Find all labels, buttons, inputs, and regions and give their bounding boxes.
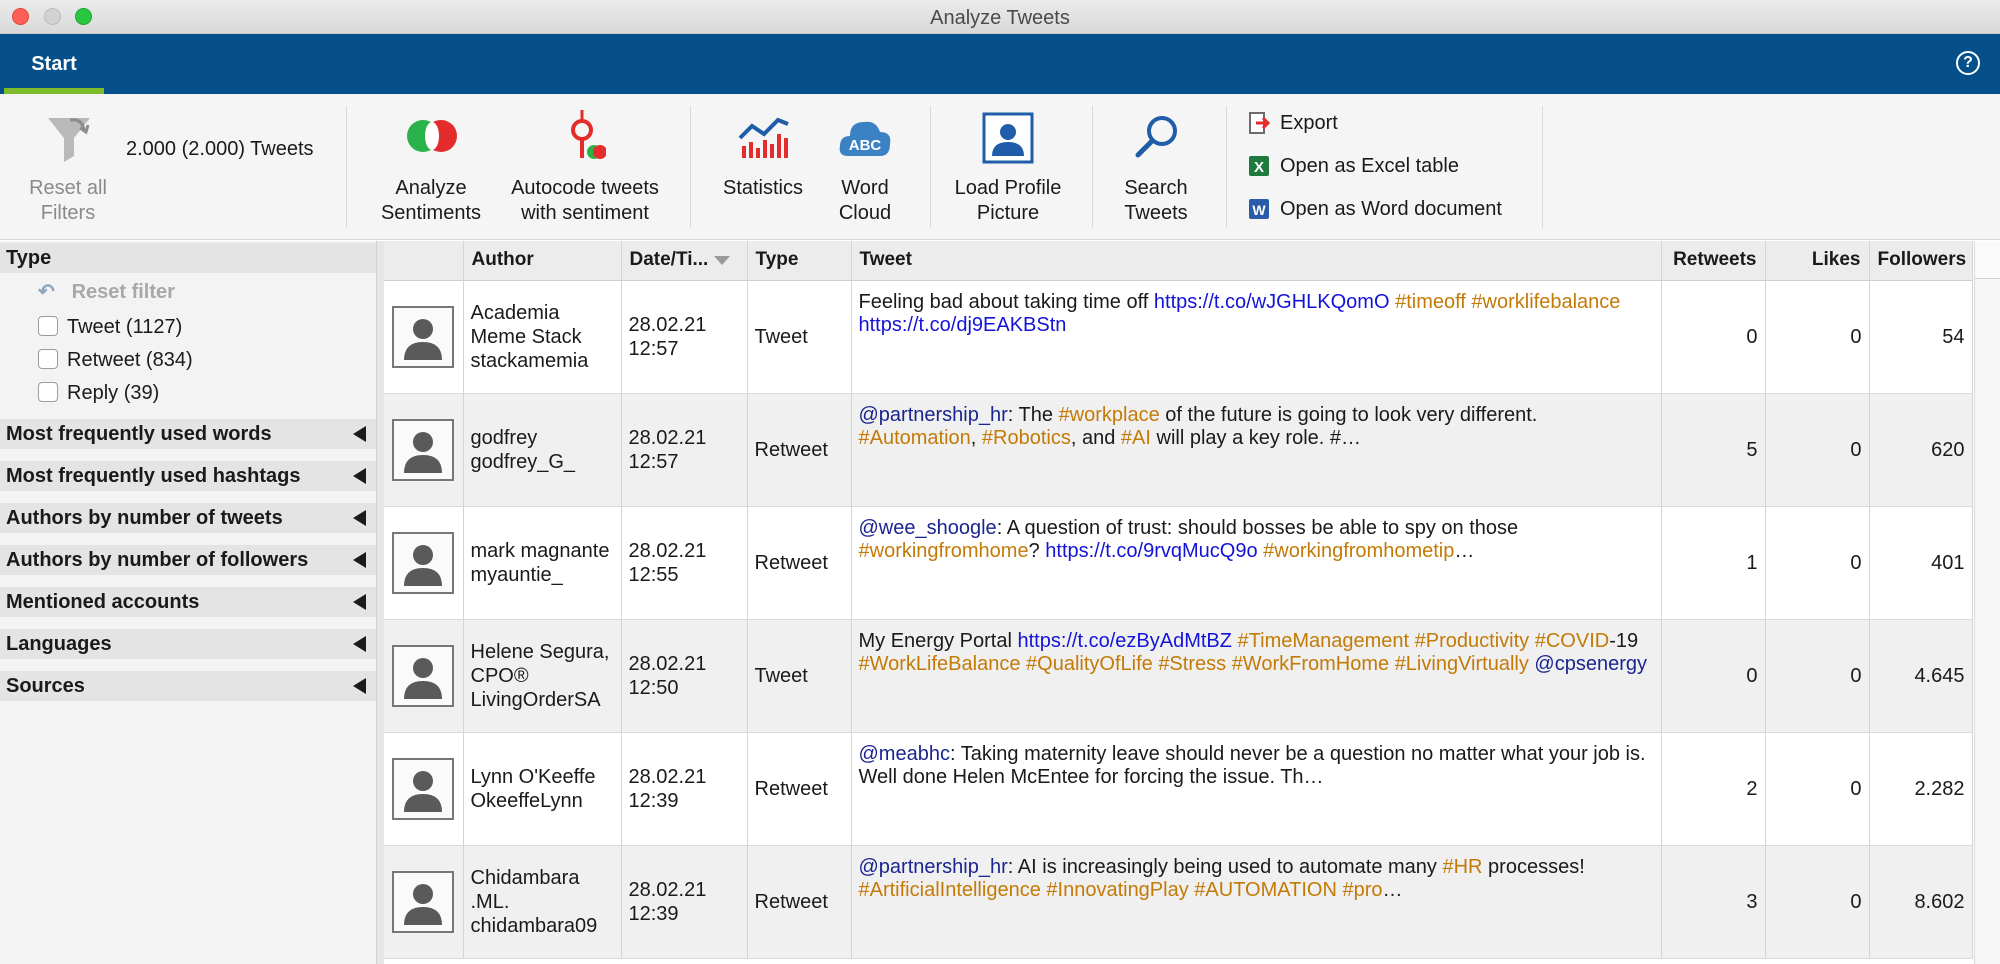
- expand-triangle-icon[interactable]: [353, 636, 366, 652]
- date-value: 28.02.21: [628, 765, 707, 788]
- column-header-author[interactable]: [463, 241, 621, 280]
- type-option-reply[interactable]: [38, 381, 298, 405]
- avatar-cell: [384, 280, 463, 393]
- checkbox[interactable]: [38, 349, 58, 369]
- column-header-label: Author: [471, 249, 534, 271]
- author-line: Academia: [470, 301, 560, 324]
- tweet-hashtag[interactable]: #HR: [1442, 855, 1483, 878]
- type-option-label: Retweet (834): [67, 349, 193, 371]
- load-profile-picture-button[interactable]: [940, 94, 1076, 240]
- column-header-followers[interactable]: [1869, 241, 1972, 280]
- word-icon-text: W: [1252, 202, 1266, 218]
- author-line: stackamemia: [470, 349, 589, 372]
- date-cell: [621, 845, 747, 958]
- author-line: Helene Segura,: [470, 640, 610, 663]
- retweets-cell: 0: [1661, 280, 1765, 393]
- tweet-text: …: [1382, 878, 1403, 901]
- search-tweets-label-1: Search: [1124, 177, 1188, 199]
- toolbar: [0, 94, 2000, 240]
- author-cell: [463, 619, 621, 732]
- profile-picture-icon: [982, 112, 1034, 164]
- author-line: godfrey: [470, 426, 538, 449]
- type-filter-heading[interactable]: Type: [0, 243, 376, 273]
- tweet-text: ,: [970, 426, 982, 449]
- filter-panel: [0, 241, 382, 964]
- tweet-text: will play a key role. #…: [1150, 426, 1362, 449]
- default-profile-icon: [394, 873, 452, 931]
- type-cell: Retweet: [747, 506, 851, 619]
- analyze-sentiments-label-1: Analyze: [395, 177, 467, 199]
- column-header-label: Tweet: [859, 249, 912, 271]
- followers-cell: 8.602: [1869, 845, 1972, 958]
- word-cloud-label-1: Word: [841, 177, 889, 199]
- default-profile-icon: [394, 308, 452, 366]
- default-profile-icon: [394, 647, 452, 705]
- tweet-cell: [851, 393, 1661, 506]
- open-word-label: Open as Word document: [1280, 198, 1502, 220]
- followers-cell: 620: [1869, 393, 1972, 506]
- type-option-retweet[interactable]: [38, 348, 298, 372]
- toolbar-separator: [346, 106, 347, 228]
- word-icon: [1248, 197, 1270, 221]
- panel-splitter[interactable]: [376, 241, 384, 964]
- date-cell: [621, 506, 747, 619]
- table-header-row: [384, 241, 1972, 280]
- tweet-text: ?: [1028, 539, 1046, 562]
- reset-filter-button[interactable]: [38, 279, 175, 304]
- author-cell: [463, 280, 621, 393]
- tweet-hashtag[interactable]: #workplace: [1058, 403, 1160, 426]
- retweets-cell: 5: [1661, 393, 1765, 506]
- followers-cell: 54: [1869, 280, 1972, 393]
- author-line: .ML.: [470, 890, 510, 913]
- tweet-hashtag[interactable]: #QualityOfLife: [1026, 652, 1153, 675]
- section-label: Authors by number of followers: [6, 549, 309, 571]
- author-cell: [463, 732, 621, 845]
- likes-cell: 0: [1765, 732, 1869, 845]
- window-title: Analyze Tweets: [930, 7, 1070, 29]
- sort-descending-icon[interactable]: [714, 256, 730, 265]
- table-row[interactable]: [384, 845, 1972, 958]
- checkbox[interactable]: [38, 382, 58, 402]
- word-cloud-button[interactable]: [820, 94, 910, 240]
- open-word-button[interactable]: [1248, 194, 1538, 224]
- tweets-count: 2.000 (2.000) Tweets: [126, 138, 314, 160]
- likes-cell: 0: [1765, 280, 1869, 393]
- load-profile-label-1: Load Profile: [954, 177, 1062, 199]
- date-cell: [621, 732, 747, 845]
- column-header-likes[interactable]: [1765, 241, 1869, 280]
- statistics-chart-icon: [738, 116, 790, 160]
- statistics-button[interactable]: [712, 94, 814, 240]
- expand-triangle-icon[interactable]: [353, 594, 366, 610]
- avatar[interactable]: [392, 645, 454, 707]
- type-option-tweet[interactable]: [38, 315, 298, 339]
- tweet-text: Feeling bad about taking time off: [858, 290, 1154, 313]
- time-value: 12:55: [628, 563, 679, 586]
- tweet-hashtag[interactable]: #pro: [1342, 878, 1383, 901]
- date-cell: [621, 393, 747, 506]
- tweet-hashtag[interactable]: #workingfromhome: [858, 539, 1029, 562]
- section-label: Mentioned accounts: [6, 591, 200, 613]
- time-value: 12:39: [628, 789, 679, 812]
- export-icon: [1248, 111, 1270, 135]
- tweet-mention[interactable]: @partnership_hr: [858, 403, 1008, 426]
- expand-triangle-icon[interactable]: [353, 468, 366, 484]
- section-label: Languages: [6, 633, 112, 655]
- author-line: Chidambara: [470, 866, 580, 889]
- retweets-cell: 0: [1661, 619, 1765, 732]
- export-button[interactable]: [1248, 108, 1388, 138]
- tweet-text: …: [1454, 539, 1475, 562]
- tweet-text: : AI is increasingly being used to automate many: [1007, 855, 1443, 878]
- avatar-cell: [384, 619, 463, 732]
- author-line: Lynn O'Keeffe: [470, 765, 596, 788]
- search-tweets-label-2: Tweets: [1124, 202, 1188, 224]
- author-line: LivingOrderSA: [470, 688, 601, 711]
- toolbar-separator: [1226, 106, 1227, 228]
- tweet-hashtag[interactable]: #timeoff: [1395, 290, 1466, 313]
- section-mentioned-accounts[interactable]: [0, 587, 376, 617]
- avatar-cell: [384, 845, 463, 958]
- default-profile-icon: [394, 534, 452, 592]
- scrollbar-thumb[interactable]: [1975, 241, 2000, 279]
- author-line: OkeeffeLynn: [470, 789, 583, 812]
- checkbox[interactable]: [38, 316, 58, 336]
- expand-triangle-icon[interactable]: [353, 678, 366, 694]
- section-languages[interactable]: [0, 629, 376, 659]
- tweet-hashtag[interactable]: #Robotics: [981, 426, 1071, 449]
- vertical-scrollbar[interactable]: [1974, 241, 2000, 964]
- author-cell: [463, 393, 621, 506]
- column-header-retweets[interactable]: [1661, 241, 1765, 280]
- column-header-date[interactable]: [621, 241, 747, 280]
- tweet-mention[interactable]: @cpsenergy: [1534, 652, 1647, 675]
- default-profile-icon: [394, 421, 452, 479]
- word-cloud-icon: [838, 114, 892, 160]
- tweet-hashtag[interactable]: #WorkLifeBalance: [858, 652, 1021, 675]
- load-profile-label-2: Picture: [976, 202, 1040, 224]
- followers-cell: 2.282: [1869, 732, 1972, 845]
- expand-triangle-icon[interactable]: [353, 426, 366, 442]
- section-most-used-hashtags[interactable]: [0, 461, 376, 491]
- section-authors-by-tweets[interactable]: [0, 503, 376, 533]
- tab-start[interactable]: Start: [4, 34, 104, 94]
- table-row[interactable]: [384, 280, 1972, 393]
- toolbar-separator: [690, 106, 691, 228]
- word-cloud-icon-text: ABC: [848, 137, 882, 154]
- toolbar-separator: [1092, 106, 1093, 228]
- tweet-link[interactable]: https://t.co/wJGHLKQomO: [1153, 290, 1390, 313]
- tweet-link[interactable]: https://t.co/ezByAdMtBZ: [1017, 629, 1232, 652]
- tweet-text: My Energy Portal: [858, 629, 1018, 652]
- undo-icon: ↶: [38, 281, 55, 303]
- reset-all-filters-button[interactable]: [18, 94, 118, 240]
- date-value: 28.02.21: [628, 313, 707, 336]
- date-value: 28.02.21: [628, 539, 707, 562]
- tweet-hashtag[interactable]: #LivingVirtually: [1394, 652, 1529, 675]
- author-line: mark magnante: [470, 539, 610, 562]
- autocode-tweets-button[interactable]: [500, 94, 670, 240]
- reset-all-filters-label-2: Filters: [40, 202, 96, 224]
- tweet-cell: [851, 732, 1661, 845]
- tweet-cell: [851, 619, 1661, 732]
- tweet-hashtag[interactable]: #WorkFromHome: [1231, 652, 1390, 675]
- tweet-text: : A question of trust: should bosses be able to spy on those: [996, 516, 1519, 539]
- autocode-tweets-label-2: with sentiment: [521, 202, 649, 224]
- author-line: godfrey_G_: [470, 450, 576, 473]
- tweet-text: , and: [1070, 426, 1121, 449]
- retweets-cell: 2: [1661, 732, 1765, 845]
- date-value: 28.02.21: [628, 878, 707, 901]
- avatar[interactable]: [392, 871, 454, 933]
- tweet-cell: [851, 280, 1661, 393]
- tweet-cell: [851, 506, 1661, 619]
- default-profile-icon: [394, 760, 452, 818]
- reset-filter-label: Reset filter: [71, 281, 175, 303]
- table-row[interactable]: [384, 732, 1972, 845]
- table-row[interactable]: [384, 619, 1972, 732]
- tweet-text: of the future is going to look very different.: [1159, 403, 1538, 426]
- toolbar-separator: [930, 106, 931, 228]
- author-line: Meme Stack: [470, 325, 582, 348]
- reset-all-filters-label-1: Reset all: [29, 177, 107, 199]
- tweet-hashtag[interactable]: #Automation: [858, 426, 971, 449]
- type-cell: Retweet: [747, 845, 851, 958]
- column-header-label: Retweets: [1673, 249, 1757, 271]
- tweet-link[interactable]: https://t.co/dj9EAKBStn: [858, 313, 1067, 336]
- tweet-hashtag[interactable]: #Stress: [1158, 652, 1227, 675]
- search-tweets-button[interactable]: [1106, 94, 1206, 240]
- section-label: Authors by number of tweets: [6, 507, 283, 529]
- avatar-cell: [384, 506, 463, 619]
- tweet-hashtag[interactable]: #COVID: [1534, 629, 1610, 652]
- tweet-text: : The: [1007, 403, 1059, 426]
- section-sources[interactable]: [0, 671, 376, 701]
- tweet-hashtag[interactable]: #TimeManagement: [1237, 629, 1410, 652]
- tweet-hashtag[interactable]: #ArtificialIntelligence: [858, 878, 1041, 901]
- type-option-label: Tweet (1127): [67, 316, 183, 338]
- avatar[interactable]: [392, 532, 454, 594]
- followers-cell: 401: [1869, 506, 1972, 619]
- time-value: 12:57: [628, 450, 679, 473]
- column-header-tweet[interactable]: [851, 241, 1661, 280]
- retweets-cell: 1: [1661, 506, 1765, 619]
- statistics-label: Statistics: [722, 177, 804, 199]
- author-line: chidambara09: [470, 914, 598, 937]
- avatar-cell: [384, 393, 463, 506]
- table-row[interactable]: [384, 506, 1972, 619]
- author-cell: [463, 845, 621, 958]
- open-excel-button[interactable]: [1248, 151, 1508, 181]
- section-label: Most frequently used hashtags: [6, 465, 301, 487]
- tweet-mention[interactable]: @wee_shoogle: [858, 516, 997, 539]
- title-bar: [0, 0, 2000, 34]
- section-label: Most frequently used words: [6, 423, 272, 445]
- word-cloud-label-2: Cloud: [838, 202, 892, 224]
- analyze-sentiments-label-2: Sentiments: [380, 202, 482, 224]
- help-icon[interactable]: ?: [1956, 51, 1980, 75]
- excel-icon: [1248, 154, 1270, 178]
- type-cell: Tweet: [747, 619, 851, 732]
- time-value: 12:50: [628, 676, 679, 699]
- column-header-label: Followers: [1877, 249, 1967, 271]
- column-header-label: Type: [755, 249, 799, 271]
- avatar[interactable]: [392, 306, 454, 368]
- likes-cell: 0: [1765, 619, 1869, 732]
- tweet-hashtag[interactable]: #workingfromhometip: [1263, 539, 1455, 562]
- avatar[interactable]: [392, 758, 454, 820]
- date-value: 28.02.21: [628, 652, 707, 675]
- time-value: 12:39: [628, 902, 679, 925]
- column-header-label: Likes: [1811, 249, 1861, 271]
- open-excel-label: Open as Excel table: [1280, 155, 1459, 177]
- tweet-text: -19: [1609, 629, 1639, 652]
- sentiment-icon: [405, 114, 459, 158]
- autocode-icon: [566, 108, 606, 164]
- avatar[interactable]: [392, 419, 454, 481]
- section-authors-by-followers[interactable]: [0, 545, 376, 575]
- type-cell: Tweet: [747, 280, 851, 393]
- table-row[interactable]: [384, 393, 1972, 506]
- likes-cell: 0: [1765, 506, 1869, 619]
- analyze-sentiments-button[interactable]: [370, 94, 492, 240]
- export-label: Export: [1280, 112, 1338, 134]
- tweet-text: processes!: [1482, 855, 1585, 878]
- tweet-hashtag[interactable]: #AI: [1120, 426, 1151, 449]
- tweet-hashtag[interactable]: #InnovatingPlay: [1046, 878, 1189, 901]
- tweet-hashtag[interactable]: #AUTOMATION: [1194, 878, 1337, 901]
- type-option-label: Reply (39): [67, 382, 160, 404]
- author-line: CPO®: [470, 664, 529, 687]
- column-header-avatar[interactable]: [384, 241, 463, 280]
- ribbon-tab-bar: [0, 34, 2000, 94]
- excel-icon-text: X: [1253, 159, 1265, 176]
- likes-cell: 0: [1765, 845, 1869, 958]
- type-cell: Retweet: [747, 732, 851, 845]
- avatar-cell: [384, 732, 463, 845]
- followers-cell: 4.645: [1869, 619, 1972, 732]
- filter-reset-icon: [44, 114, 94, 164]
- section-most-used-words[interactable]: [0, 419, 376, 449]
- autocode-tweets-label-1: Autocode tweets: [511, 177, 659, 199]
- author-cell: [463, 506, 621, 619]
- expand-triangle-icon[interactable]: [353, 510, 366, 526]
- tweet-text: : Taking maternity leave should never be a question no matter what your job is. Well done Helen McEntee for forcing the issue. Th…: [858, 742, 1646, 788]
- tweet-cell: [851, 845, 1661, 958]
- tweet-link[interactable]: https://t.co/9rvqMucQ9o: [1045, 539, 1258, 562]
- column-header-label: Date/Ti...: [629, 249, 709, 271]
- tweet-mention[interactable]: @meabhc: [858, 742, 950, 765]
- type-cell: Retweet: [747, 393, 851, 506]
- toolbar-separator: [1542, 106, 1543, 228]
- column-header-type[interactable]: [747, 241, 851, 280]
- retweets-cell: 3: [1661, 845, 1765, 958]
- expand-triangle-icon[interactable]: [353, 552, 366, 568]
- date-cell: [621, 619, 747, 732]
- date-cell: [621, 280, 747, 393]
- section-label: Sources: [6, 675, 85, 697]
- search-icon: [1134, 114, 1180, 160]
- time-value: 12:57: [628, 337, 679, 360]
- tweets-table: [384, 241, 1974, 964]
- tweet-hashtag[interactable]: #Productivity: [1414, 629, 1530, 652]
- tweet-hashtag[interactable]: #worklifebalance: [1471, 290, 1621, 313]
- tweet-mention[interactable]: @partnership_hr: [858, 855, 1008, 878]
- author-line: myauntie_: [470, 563, 563, 586]
- date-value: 28.02.21: [628, 426, 707, 449]
- likes-cell: 0: [1765, 393, 1869, 506]
